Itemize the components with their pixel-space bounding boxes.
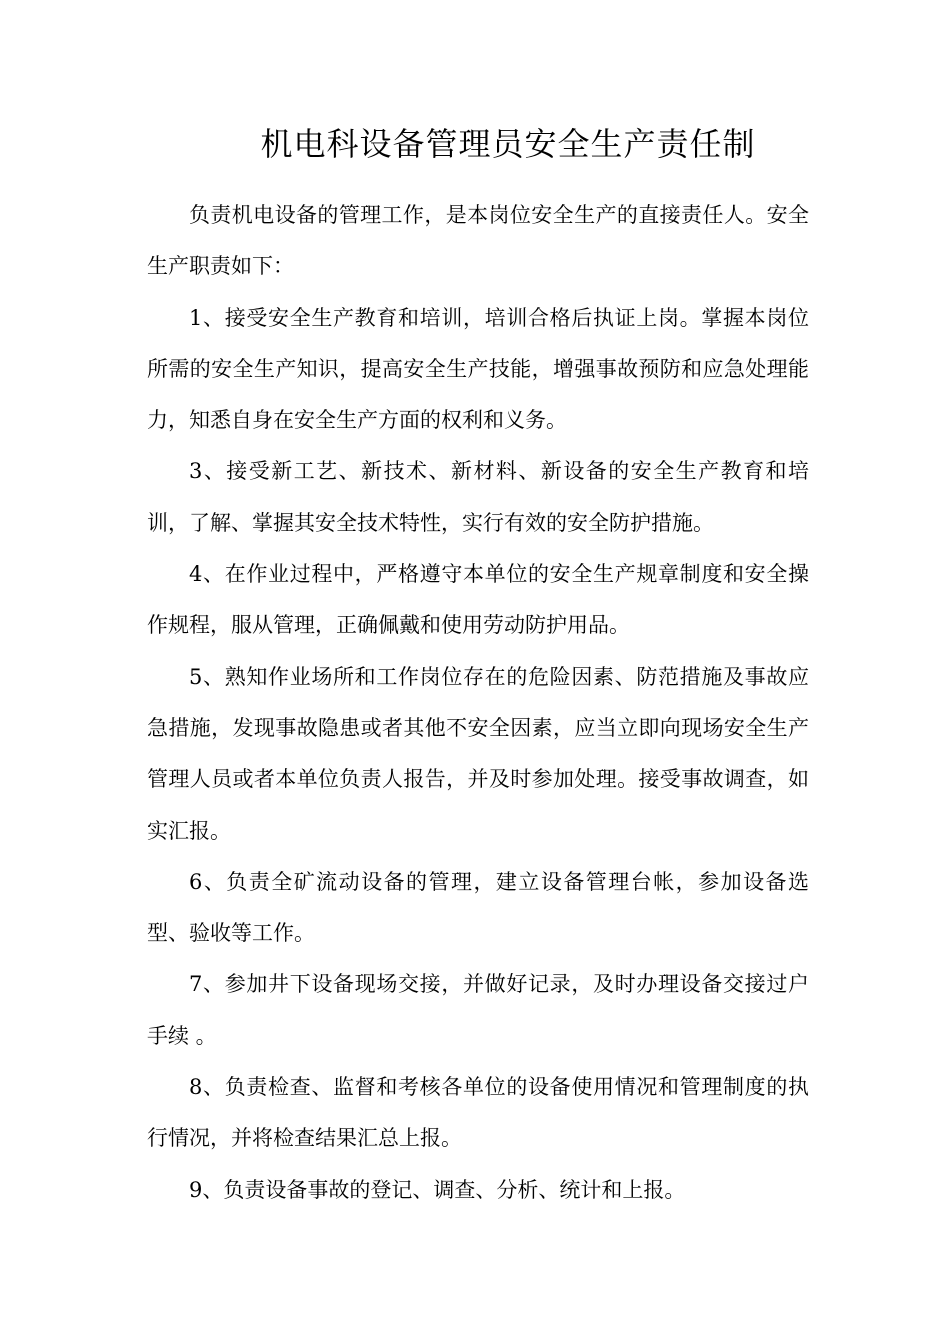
paragraph-item-6: 6、负责全矿流动设备的管理，建立设备管理台帐，参加设备选型、验收等工作。 [147, 869, 809, 946]
paragraph-intro: 负责机电设备的管理工作，是本岗位安全生产的直接责任人。安全生产职责如下： [147, 203, 809, 279]
page-title: 机电科设备管理员安全生产责任制 [260, 125, 756, 163]
paragraph-item-9: 9、负责设备事故的登记、调查、分析、统计和上报。 [189, 1177, 686, 1202]
document-body [147, 190, 809, 1216]
paragraph-item-3: 3、接受新工艺、新技术、新材料、新设备的安全生产教育和培训，了解、掌握其安全技术特性，实行有效的安全防护措施。 [147, 459, 809, 535]
paragraph-item-7: 7、参加井下设备现场交接，并做好记录，及时办理设备交接过户手续 。 [147, 972, 809, 1048]
paragraph-item-4: 4、在作业过程中，严格遵守本单位的安全生产规章制度和安全操作规程，服从管理，正确佩戴和使用劳动防护用品。 [147, 562, 809, 638]
paragraph-item-5: 5、熟知作业场所和工作岗位存在的危险因素、防范措施及事故应急措施，发现事故隐患或者其他不安全因素，应当立即向现场安全生产管理人员或者本单位负责人报告，并及时参加处理。接受事故调查，如实汇报。 [147, 664, 809, 843]
paragraph-item-1: 1、接受安全生产教育和培训，培训合格后执证上岗。掌握本岗位所需的安全生产知识，提高安全生产技能，增强事故预防和应急处理能力，知悉自身在安全生产方面的权利和义务。 [147, 305, 809, 433]
paragraph-item-8: 8、负责检查、监督和考核各单位的设备使用情况和管理制度的执行情况，并将检查结果汇总上报。 [147, 1075, 809, 1151]
